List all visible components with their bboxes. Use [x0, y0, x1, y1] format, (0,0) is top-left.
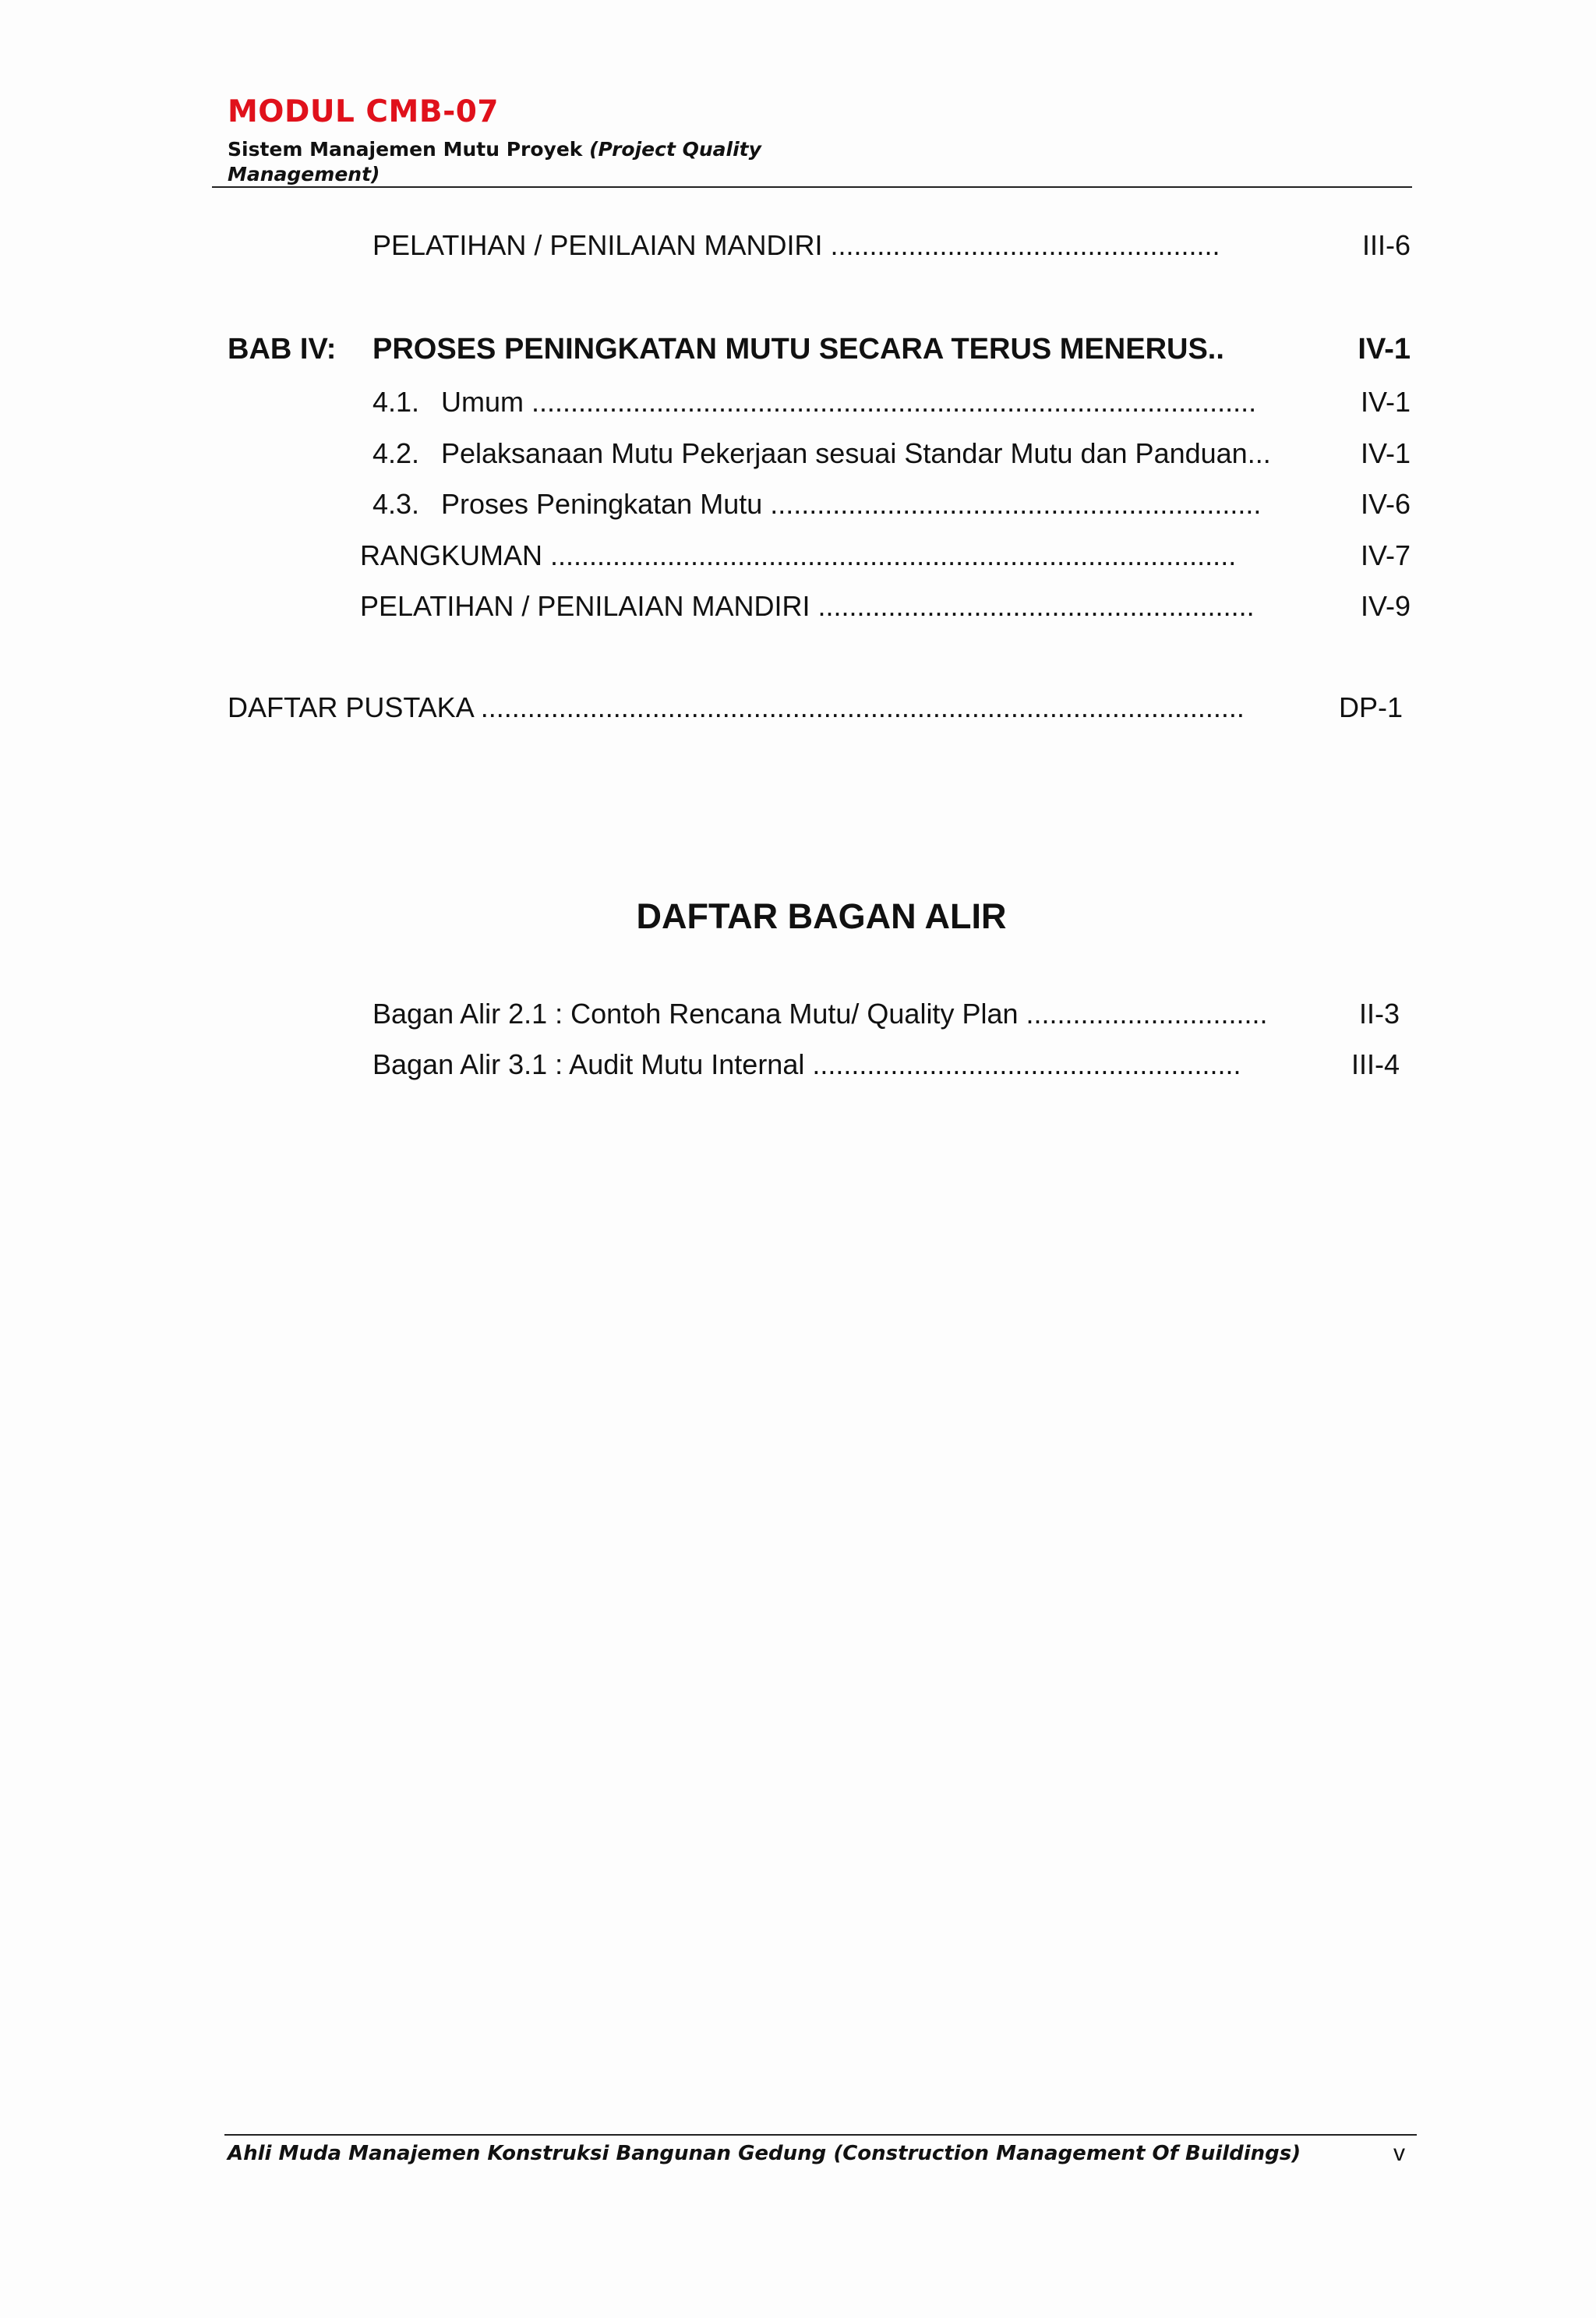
toc-page-number: DP-1 — [1338, 691, 1403, 723]
toc-page-number: III-4 — [1351, 1048, 1400, 1080]
toc-entry-text: RANGKUMAN ........................................................................................ — [360, 539, 1237, 571]
toc-entry-text: PELATIHAN / PENILAIAN MANDIRI ........................................................ — [360, 590, 1255, 622]
toc-entry-text: PELATIHAN / PENILAIAN MANDIRI .................................................. — [373, 229, 1220, 261]
toc-page-number: II-3 — [1358, 998, 1400, 1030]
toc-row[interactable] — [360, 537, 1411, 574]
toc-entry-text: DAFTAR PUSTAKA .................................................................................................. — [228, 691, 1245, 723]
toc-entry-text: Bagan Alir 3.1 : Audit Mutu Internal ....................................................... — [373, 1048, 1241, 1080]
toc-page-number: IV-6 — [1360, 488, 1411, 520]
toc-row[interactable] — [373, 435, 1411, 472]
toc-row[interactable] — [373, 486, 1411, 523]
toc-section-number: 4.2. — [373, 437, 420, 469]
toc-page-number: IV-1 — [1360, 386, 1411, 418]
flowchart-list-item[interactable] — [373, 1046, 1400, 1083]
subtitle-italic: (Project Quality Management) — [228, 138, 761, 186]
footer-page-number: v — [1393, 2140, 1405, 2166]
toc-section-number: 4.1. — [373, 386, 420, 418]
toc-row[interactable] — [373, 383, 1411, 421]
flowchart-list-item[interactable] — [373, 995, 1400, 1033]
toc-entry-text: PROSES PENINGKATAN MUTU SECARA TERUS MENERUS.. — [373, 333, 1224, 366]
toc-row[interactable] — [228, 689, 1403, 726]
chapter-label: BAB IV: — [228, 333, 337, 366]
toc-entry-text: Bagan Alir 2.1 : Contoh Rencana Mutu/ Quality Plan ............................... — [373, 998, 1268, 1030]
toc-page-number: IV-7 — [1360, 539, 1411, 571]
footer-text: Ahli Muda Manajemen Konstruksi Bangunan Gedung (Construction Management Of Buildings) — [228, 2142, 1301, 2165]
toc-page-number: III-6 — [1361, 229, 1411, 261]
toc-page-number: IV-9 — [1360, 590, 1411, 622]
toc-page-number: IV-1 — [1360, 437, 1411, 469]
toc-entry-text: Umum ............................................................................................. — [441, 386, 1257, 418]
toc-row[interactable] — [373, 227, 1411, 264]
toc-section-number: 4.3. — [373, 488, 420, 520]
toc-entry-text: Pelaksanaan Mutu Pekerjaan sesuai Standar Mutu dan Panduan... — [441, 437, 1271, 469]
module-subtitle — [228, 137, 789, 187]
toc-chapter-row[interactable] — [373, 330, 1411, 368]
toc-entry-text: Proses Peningkatan Mutu ............................................................... — [441, 488, 1262, 520]
toc-row[interactable] — [360, 588, 1411, 625]
module-title: MODUL CMB-07 — [228, 94, 500, 129]
footer-rule — [224, 2134, 1417, 2136]
section-title: DAFTAR BAGAN ALIR — [636, 896, 1007, 936]
toc-page-number: IV-1 — [1358, 333, 1411, 366]
header-rule — [212, 186, 1412, 188]
subtitle-text: Sistem Manajemen Mutu Proyek — [228, 138, 590, 161]
